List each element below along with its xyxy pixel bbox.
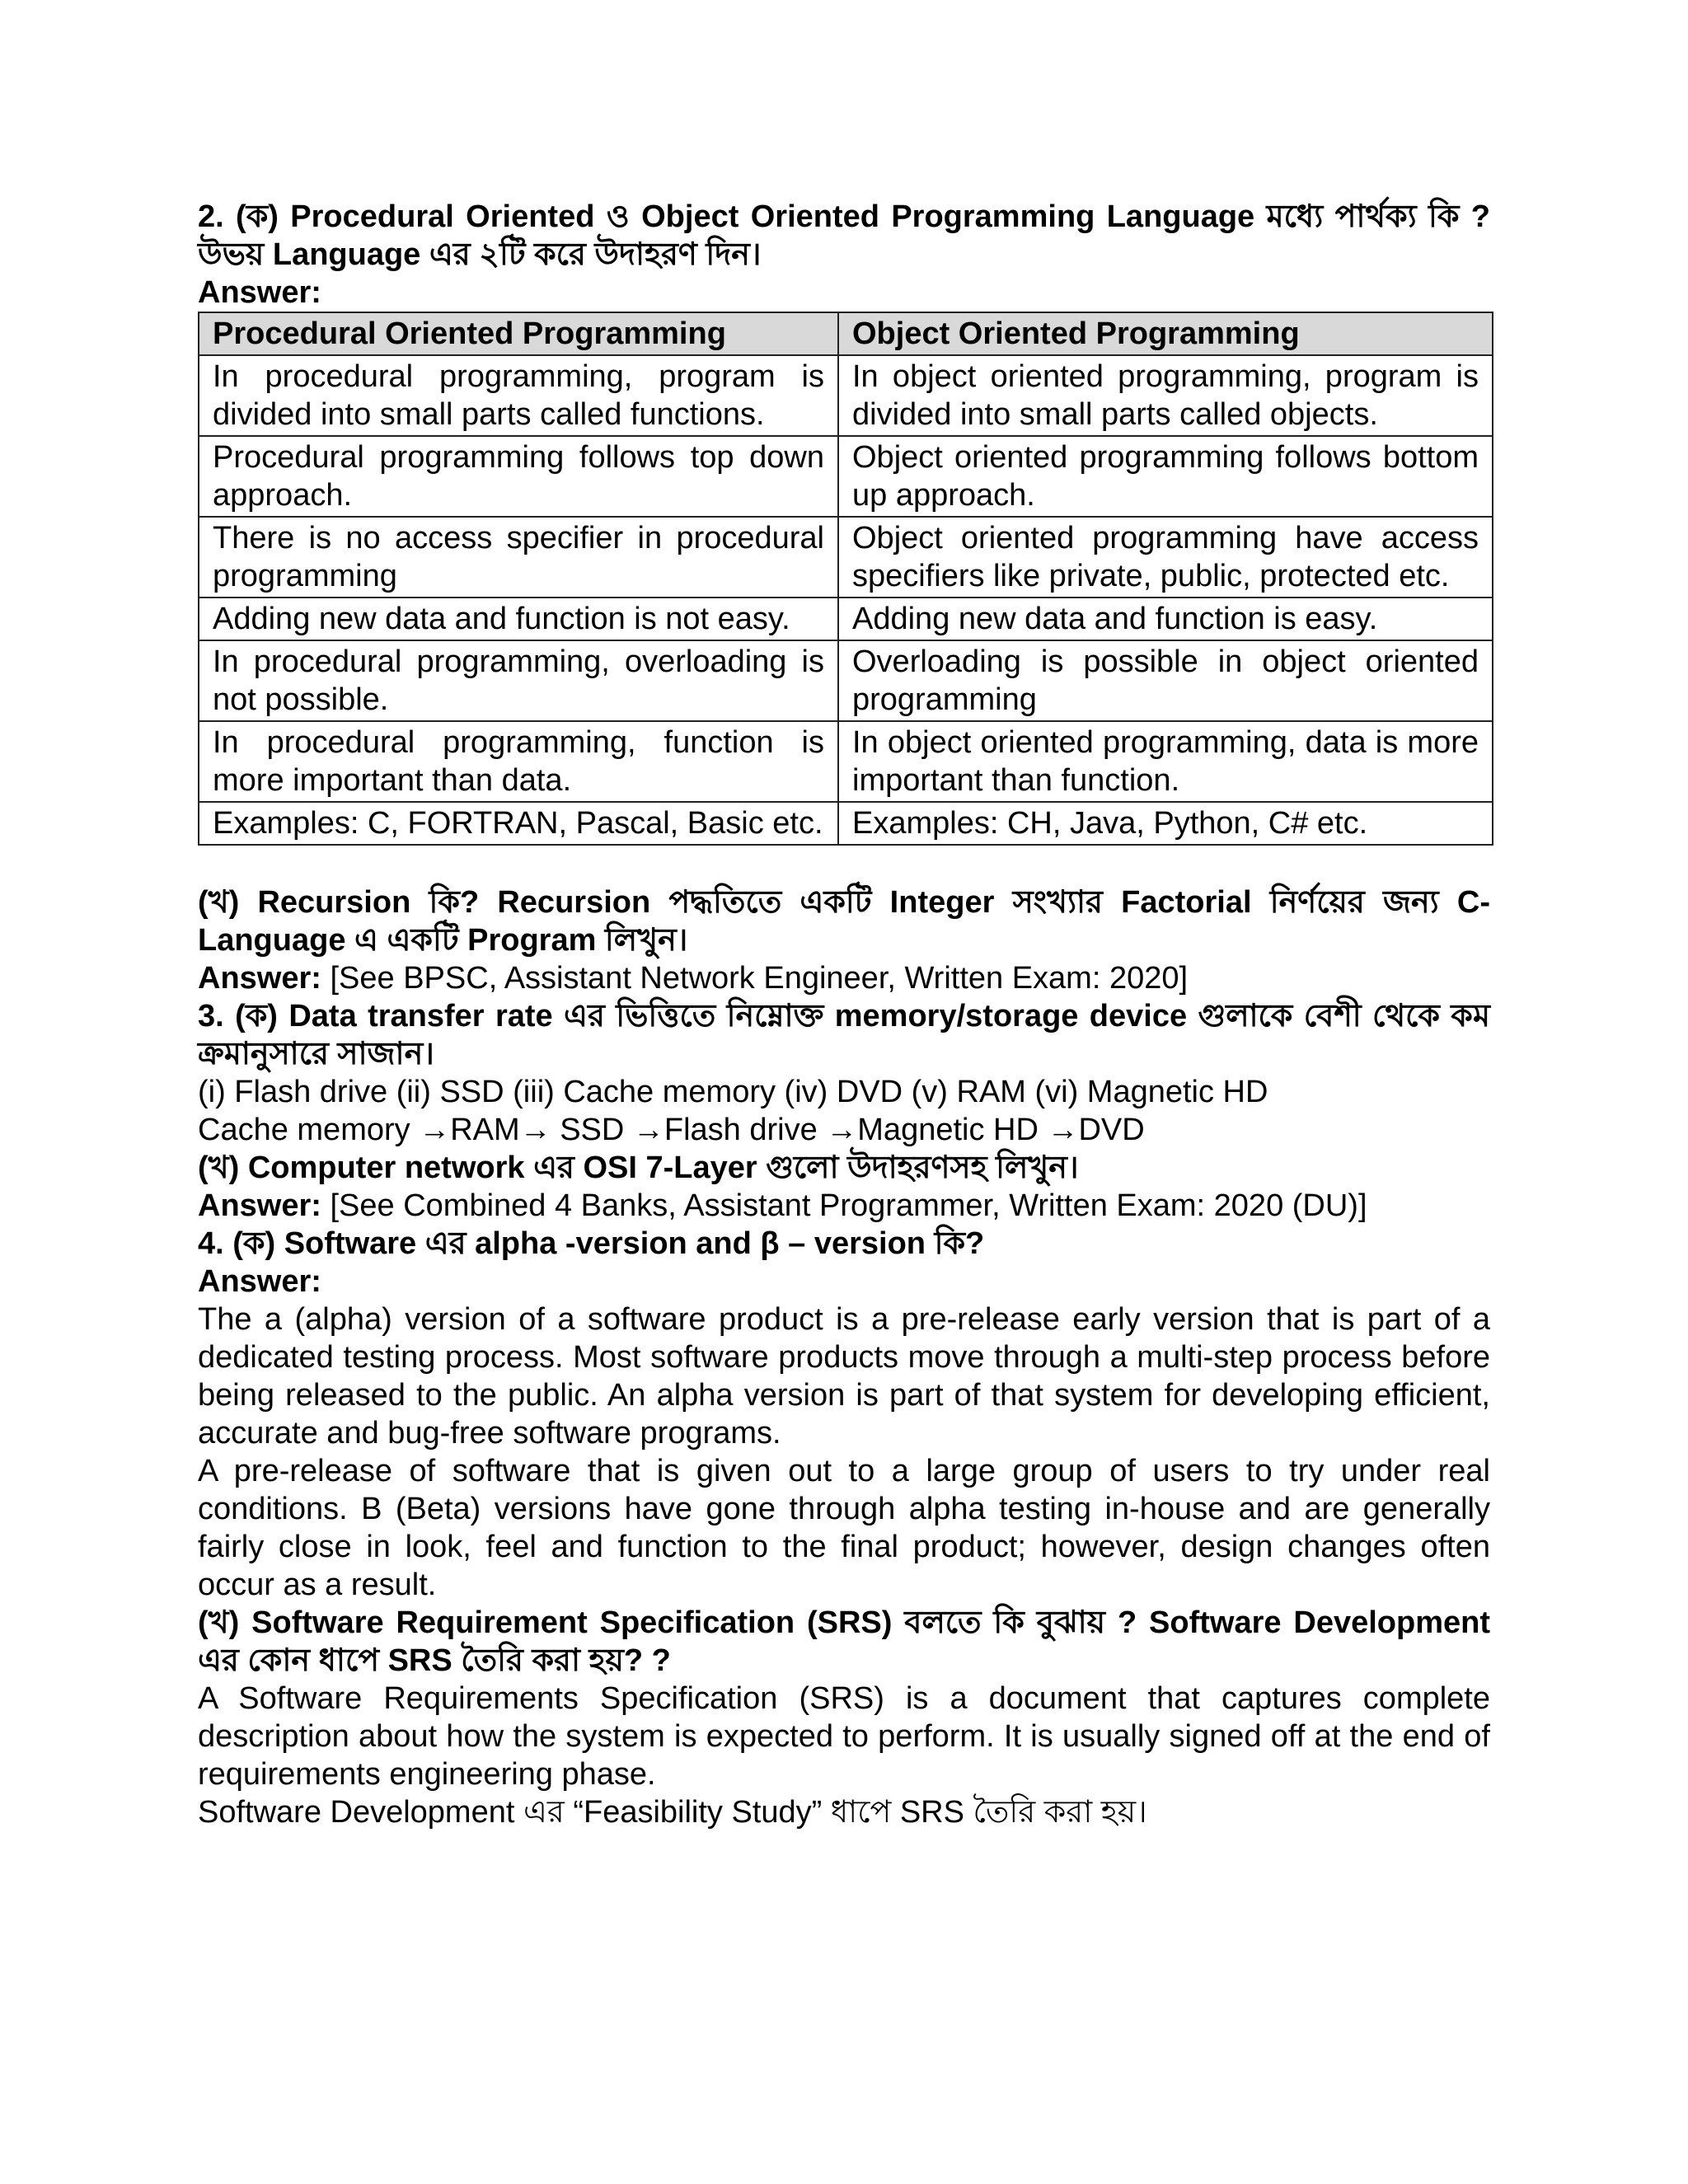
table-header-oop: Object Oriented Programming [838,312,1493,355]
question-3b: (খ) Computer network এর OSI 7-Layer গুলো উদাহরণসহ লিখুন। [198,1151,1079,1185]
table-row [199,355,1493,436]
answer-label: Answer: [198,275,321,310]
table-cell: Adding new data and function is not easy. [199,598,838,640]
device-order: Cache memory →RAM→ SSD →Flash drive →Magnetic HD →DVD [198,1113,1145,1147]
table-header-procedural: Procedural Oriented Programming [199,312,838,355]
table-cell: Object oriented programming follows bottom up approach. [838,436,1493,517]
table-cell: In object oriented programming, program is divided into small parts called objects. [838,355,1493,436]
device-list: (i) Flash drive (ii) SSD (iii) Cache memory (iv) DVD (v) RAM (vi) Magnetic HD [198,1075,1268,1109]
comparison-table [198,312,1493,846]
alpha-paragraph: The a (alpha) version of a software product is a pre-release early version that is part of a dedicated testing process. Most software products move through a multi-step process before being released to the public. An alpha version is part of that system for developing efficient, accurate and bug-free software programs. [198,1302,1490,1451]
table-cell: Object oriented programming have access specifiers like private, public, protected etc. [838,517,1493,598]
answer-label: Answer: [198,1188,321,1223]
table-cell: Overloading is possible in object oriented programming [838,640,1493,721]
answer-2b [198,959,1490,997]
question-2b: (খ) Recursion কি? Recursion পদ্ধতিতে একটি Integer সংখ্যার Factorial নির্ণয়ের জন্য C-Language এ একটি Program লিখুন। [198,885,1490,958]
question-4b: (খ) Software Requirement Specification (SRS) বলতে কি বুঝায় ? Software Development এর কোন ধাপে SRS তৈরি করা হয়? ? [198,1605,1490,1678]
table-row [199,598,1493,640]
table-row [199,802,1493,845]
srs-phase: Software Development এর “Feasibility Study” ধাপে SRS তৈরি করা হয়। [198,1795,1147,1830]
table-row [199,517,1493,598]
question-2a: 2. (ক) Procedural Oriented ও Object Oriented Programming Language মধ্যে পার্থক্য কি ? উভয় Language এর ২টি করে উদাহরণ দিন। [198,199,1490,272]
table-cell: In procedural programming, program is divided into small parts called functions. [199,355,838,436]
answer-label: Answer: [198,961,321,996]
table-cell: There is no access specifier in procedural programming [199,517,838,598]
answer-reference: [See Combined 4 Banks, Assistant Programmer, Written Exam: 2020 (DU)] [321,1188,1367,1223]
question-4a: 4. (ক) Software এর alpha -version and β – version কি? [198,1226,985,1261]
table-cell: In object oriented programming, data is more important than function. [838,721,1493,802]
table-row [199,436,1493,517]
question-3a: 3. (ক) Data transfer rate এর ভিত্তিতে নিম্নোক্ত memory/storage device গুলাকে বেশী থেকে কম ক্রমানুসারে সাজান। [198,999,1490,1071]
table-row [199,640,1493,721]
srs-paragraph: A Software Requirements Specification (SRS) is a document that captures complete description about how the system is expected to perform. It is usually signed off at the end of requirements engineering phase. [198,1681,1490,1792]
beta-paragraph: A pre-release of software that is given out to a large group of users to try under real conditions. B (Beta) versions have gone through alpha testing in-house and are generally fairly close in look, feel and function to the final product; however, design changes often occur as a result. [198,1454,1490,1602]
answer-label: Answer: [198,1264,321,1299]
table-cell: Procedural programming follows top down approach. [199,436,838,517]
table-cell: Adding new data and function is easy. [838,598,1493,640]
table-row [199,721,1493,802]
answer-reference: [See BPSC, Assistant Network Engineer, Written Exam: 2020] [321,961,1189,996]
table-cell: Examples: CH, Java, Python, C# etc. [838,802,1493,845]
answer-3b [198,1187,1490,1225]
table-cell: Examples: C, FORTRAN, Pascal, Basic etc. [199,802,838,845]
table-header-row [199,312,1493,355]
table-cell: In procedural programming, function is more important than data. [199,721,838,802]
document-page [198,198,1490,1831]
table-cell: In procedural programming, overloading is not possible. [199,640,838,721]
